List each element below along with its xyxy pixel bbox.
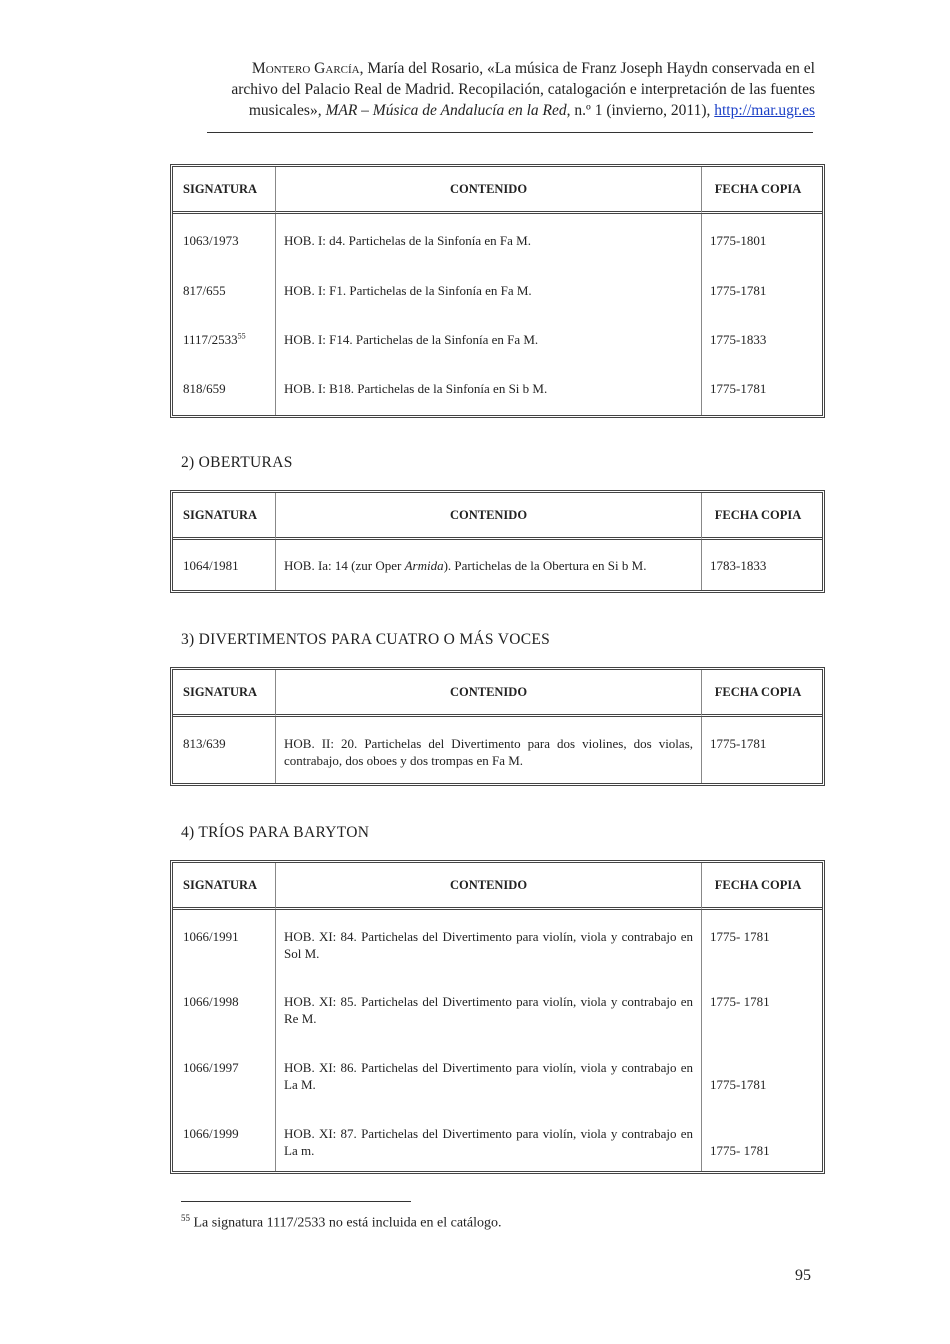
footnote-reference[interactable]: 55 [237,331,246,341]
column-header-contenido: CONTENIDO [275,670,702,717]
contenido-opera-title: Armida [404,557,444,573]
table-header-row [173,167,822,214]
cell-fecha: 1775-1781 [710,1077,767,1092]
section-title-divertimentos: 3) DIVERTIMENTOS PARA CUATRO O MÁS VOCES [181,631,551,648]
column-header-signatura: SIGNATURA [173,493,275,540]
cell-fecha: 1775-1781 [710,381,767,396]
cell-contenido: HOB. II: 20. Partichelas del Divertimento para dos violines, dos violas, contrabajo, dos oboes y dos trompas en Fa M. [275,717,702,783]
table-row [173,910,822,975]
cell-contenido: HOB. XI: 86. Partichelas del Divertimento para violín, viola y contrabajo en La M. [275,1041,702,1107]
citation-issue: , n.º 1 (invierno, 2011), [566,102,715,119]
table-row [173,1107,822,1171]
column-header-fecha: FECHA COPIA [702,493,822,540]
table-row [173,264,822,313]
cell-fecha: 1775- 1781 [710,1143,770,1158]
table-row [173,362,822,415]
cell-signatura: 1066/1997 [183,1060,239,1075]
contenido-text-end: ). Partichelas de la Obertura en Si b M. [443,557,647,573]
cell-signatura: 818/659 [183,381,226,396]
contenido-text: HOB. Ia: 14 (zur Oper [284,557,405,573]
citation-author: Montero García [251,60,360,77]
citation-text: , María del Rosario, «La música de Franz Joseph Haydn conservada en el archivo del Palacio Real de Madrid. Recopilación, catalogación e interpretación de las fuentes musicales», [231,60,815,119]
column-header-fecha: FECHA COPIA [702,670,822,717]
column-header-fecha: FECHA COPIA [702,167,822,214]
cell-contenido: HOB. XI: 85. Partichelas del Divertimento para violín, viola y contrabajo en Re M. [275,975,702,1041]
divertimentos-table [170,667,825,786]
cell-signatura [173,313,275,362]
cell-contenido: HOB. I: B18. Partichelas de la Sinfonía en Si b M. [275,362,702,415]
baryton-trios-table [170,860,825,1174]
cell-signatura: 817/655 [183,283,226,298]
footnote-rule [181,1201,411,1202]
cell-contenido: HOB. I: d4. Partichelas de la Sinfonía en Fa M. [275,214,702,264]
cell-fecha: 1775-1833 [710,332,767,347]
citation-header [205,58,815,121]
footnote [181,1213,502,1232]
cell-fecha: 1783-1833 [710,557,767,573]
column-header-signatura: SIGNATURA [173,670,275,717]
footnote-text: La signatura 1117/2533 no está incluida en el catálogo. [190,1215,502,1231]
cell-fecha: 1775-1781 [710,283,767,298]
footnote-number: 55 [181,1213,190,1223]
cell-contenido: HOB. I: F14. Partichelas de la Sinfonía en Fa M. [275,313,702,362]
table-row [173,717,822,783]
cell-contenido: HOB. I: F1. Partichelas de la Sinfonía en Fa M. [275,264,702,313]
symphonies-table [170,164,825,418]
table-header-row [173,670,822,717]
overtures-table [170,490,825,593]
cell-signatura: 813/639 [183,736,226,751]
header-rule [207,132,813,133]
cell-signatura: 1066/1991 [183,929,239,944]
page-number: 95 [795,1267,811,1284]
cell-fecha: 1775- 1781 [710,994,770,1009]
table-row [173,313,822,362]
cell-contenido: HOB. XI: 84. Partichelas del Divertimento para violín, viola y contrabajo en Sol M. [275,910,702,975]
table-row [173,214,822,264]
cell-fecha: 1775-1781 [710,736,767,751]
cell-fecha: 1775- 1781 [710,929,770,944]
table-row [173,540,822,590]
section-title-trios: 4) TRÍOS PARA BARYTON [181,824,370,841]
cell-contenido: HOB. XI: 87. Partichelas del Divertimento para violín, viola y contrabajo en La m. [275,1107,702,1171]
cell-signatura: 1066/1999 [183,1126,239,1141]
table-row [173,975,822,1041]
table-header-row [173,863,822,910]
table-row [173,1041,822,1107]
column-header-signatura: SIGNATURA [173,863,275,910]
cell-fecha: 1775-1801 [710,233,767,248]
column-header-contenido: CONTENIDO [275,167,702,214]
cell-signatura: 1063/1973 [183,233,239,248]
citation-url-link[interactable]: http://mar.ugr.es [714,102,815,119]
column-header-fecha: FECHA COPIA [702,863,822,910]
cell-signatura: 1064/1981 [183,557,239,573]
column-header-contenido: CONTENIDO [275,493,702,540]
column-header-contenido: CONTENIDO [275,863,702,910]
signatura-text: 1117/2533 [183,332,238,347]
table-header-row [173,493,822,540]
citation-journal: MAR – Música de Andalucía en la Red [325,102,567,119]
cell-signatura: 1066/1998 [183,994,239,1009]
cell-contenido [275,540,702,590]
column-header-signatura: SIGNATURA [173,167,275,214]
section-title-oberturas: 2) OBERTURAS [181,454,293,471]
